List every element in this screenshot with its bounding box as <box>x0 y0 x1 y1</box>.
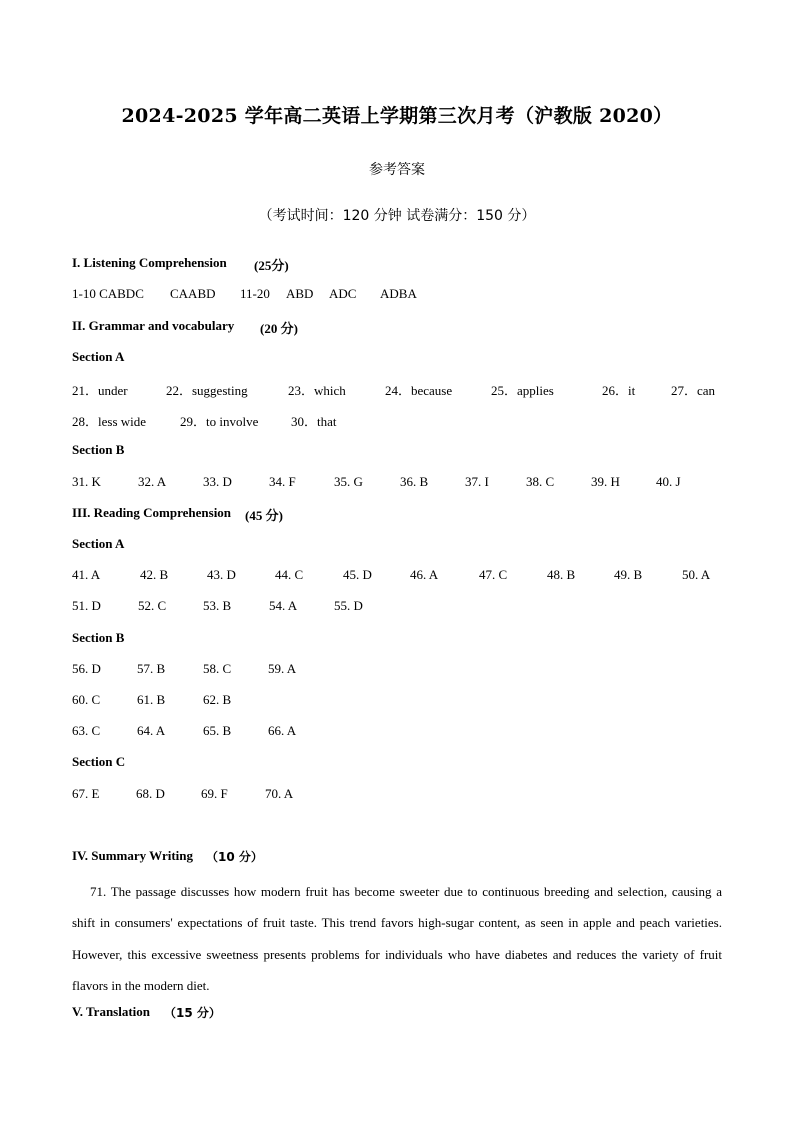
part2-heading <box>72 318 722 338</box>
part1-answers <box>72 286 722 306</box>
answer-item: 31. K <box>72 474 101 489</box>
part4-score: （10 分） <box>206 850 263 864</box>
answer-item: 59. A <box>268 661 297 676</box>
answer-item: 49. B <box>614 567 643 582</box>
part3-section-b-label <box>72 630 722 650</box>
answer-item: 26．it <box>602 383 636 398</box>
part3-section-a-row1 <box>72 567 722 587</box>
part1-score: (25分) <box>254 258 289 273</box>
answer-item: 40. J <box>656 474 681 489</box>
answer-item: 66. A <box>268 723 297 738</box>
exam-info: （考试时间：120 分钟 试卷满分：150 分） <box>258 208 536 224</box>
answer-item: 67. E <box>72 786 100 801</box>
answer-item: 52. C <box>138 598 167 613</box>
answer-item: 48. B <box>547 567 576 582</box>
part5-score: （15 分） <box>164 1006 221 1020</box>
answer-item: 58. C <box>203 661 232 676</box>
answer-item: 43. D <box>207 567 236 582</box>
answer-item: 69. F <box>201 786 228 801</box>
section-label: Section C <box>72 754 126 769</box>
answer-group: 1-10 CABDC <box>72 286 144 301</box>
part2-section-b-label <box>72 442 722 462</box>
part4-title: IV. Summary Writing <box>72 848 193 863</box>
answer-item: 28．less wide <box>72 414 147 429</box>
answer-item: 57. B <box>137 661 166 676</box>
part3-section-a-label <box>72 536 722 556</box>
answer-item: 35. G <box>334 474 363 489</box>
answer-item: 38. C <box>526 474 555 489</box>
part3-heading <box>72 505 722 525</box>
answer-item: 53. B <box>203 598 232 613</box>
answer-item: 46. A <box>410 567 439 582</box>
answer-item: 70. A <box>265 786 294 801</box>
answer-item: 23．which <box>288 383 346 398</box>
part3-section-c-row1 <box>72 786 722 806</box>
answer-key-subtitle: 参考答案 <box>369 162 425 178</box>
summary-answer-text: 71. The passage discusses how modern fruit has become sweeter due to continuous breeding and selection, causing a shift in consumers' expectations of fruit taste. This trend favors high-sugar content, as seen in apple and peach varieties. However, this excessive sweetness presents problems for individuals who have diabetes and reduces the variety of fruit flavors in the modern diet. <box>72 884 722 993</box>
part1-title: I. Listening Comprehension <box>72 255 227 270</box>
part2-section-a-row2 <box>72 411 722 431</box>
answer-item: 33. D <box>203 474 232 489</box>
answer-item: 29．to involve <box>180 414 259 429</box>
answer-item: 37. I <box>465 474 489 489</box>
part3-section-c-label <box>72 754 722 774</box>
answer-group: ADC <box>329 286 357 301</box>
answer-item: 32. A <box>138 474 167 489</box>
answer-item: 30．that <box>291 414 337 429</box>
part3-score: (45 分) <box>245 508 283 523</box>
answer-item: 61. B <box>137 692 166 707</box>
part2-section-a-row1 <box>72 380 722 400</box>
part2-score: (20 分) <box>260 321 298 336</box>
section-label: Section A <box>72 536 125 551</box>
section-label: Section A <box>72 349 125 364</box>
part3-section-b-row3 <box>72 723 722 743</box>
section-label: Section B <box>72 630 125 645</box>
answer-item: 22．suggesting <box>166 383 248 398</box>
answer-item: 55. D <box>334 598 363 613</box>
answer-item: 47. C <box>479 567 508 582</box>
part1-heading <box>72 255 722 275</box>
part3-section-b-row1 <box>72 661 722 681</box>
part3-section-a-row2 <box>72 598 722 618</box>
answer-group: 11-20 <box>240 286 270 301</box>
answer-item: 64. A <box>137 723 166 738</box>
answer-item: 54. A <box>269 598 298 613</box>
answer-item: 65. B <box>203 723 232 738</box>
answer-item: 45. D <box>343 567 372 582</box>
part5-heading <box>72 1004 722 1024</box>
answer-item: 42. B <box>140 567 169 582</box>
answer-group: CAABD <box>170 286 216 301</box>
part2-section-a-label <box>72 349 722 369</box>
answer-item: 44. C <box>275 567 304 582</box>
part3-title: III. Reading Comprehension <box>72 505 232 520</box>
part2-section-b-row1 <box>72 474 722 494</box>
answer-item: 51. D <box>72 598 101 613</box>
answer-item: 34. F <box>269 474 296 489</box>
answer-item: 24．because <box>385 383 453 398</box>
section-label: Section B <box>72 442 125 457</box>
page-title: 2024-2025 学年高二英语上学期第三次月考（沪教版 2020） <box>121 105 673 127</box>
answer-group: ABD <box>286 286 314 301</box>
answer-item: 62. B <box>203 692 232 707</box>
answer-group: ADBA <box>380 286 417 301</box>
answer-item: 21．under <box>72 383 128 398</box>
answer-item: 27．can <box>671 383 716 398</box>
answer-item: 56. D <box>72 661 101 676</box>
answer-item: 25．applies <box>491 383 554 398</box>
answer-item: 68. D <box>136 786 165 801</box>
answer-item: 63. C <box>72 723 101 738</box>
part5-title: V. Translation <box>72 1004 151 1019</box>
part3-section-b-row2 <box>72 692 722 712</box>
answer-item: 50. A <box>682 567 711 582</box>
answer-item: 41. A <box>72 567 101 582</box>
answer-item: 39. H <box>591 474 620 489</box>
answer-item: 36. B <box>400 474 429 489</box>
part4-heading <box>72 848 722 868</box>
answer-item: 60. C <box>72 692 101 707</box>
part2-title: II. Grammar and vocabulary <box>72 318 235 333</box>
